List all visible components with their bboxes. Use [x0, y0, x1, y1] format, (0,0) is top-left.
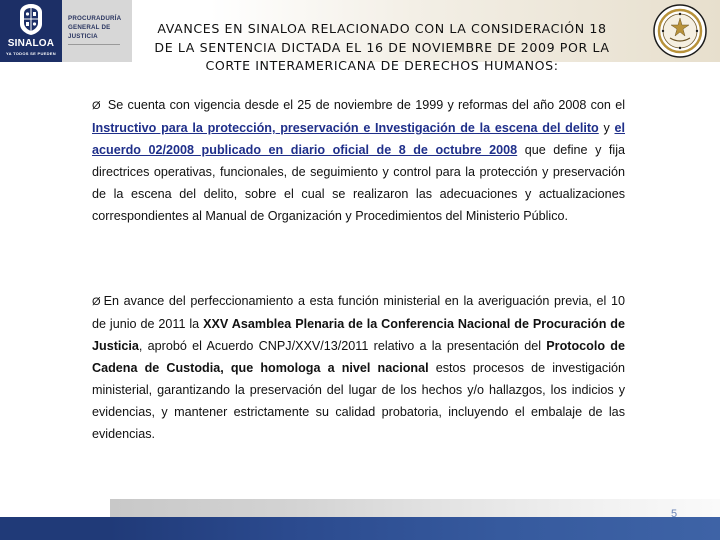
para2-text-1: En avance del perfeccionamiento a esta función ministerial en la averiguación previa, el 10 de junio de 2011 la: [92, 294, 625, 331]
instructivo-link[interactable]: Instructivo para la protección, preservación e Investigación de la escena del delito: [92, 121, 599, 135]
para2-text-3: estos procesos de investigación ministerial, garantizando la preservación del lugar de los hechos y/o hallazgos, los indicios y evidencias, y mantener estrictamente su calidad probatoria, incluyendo el embalaje de las evidencias.: [92, 361, 625, 441]
page-title: [134, 20, 630, 76]
bullet-arrow-icon: Ø: [92, 100, 101, 112]
paragraph-1: [92, 94, 625, 227]
para1-text-2: y: [598, 121, 615, 135]
footer-light-strip: [110, 499, 720, 517]
sinaloa-logo: [0, 0, 62, 62]
paragraph-2: [92, 290, 625, 445]
para1-text-3: que define y fija directrices operativas, funcionales, de seguimiento y control para la protección y preservación de la escena del delito, sobre el cual se realizaron las adecuaciones y actualizaciones correspondientes al Manual de Organización y Procedimientos del Ministerio Público.: [92, 143, 625, 223]
footer-bar: [0, 499, 720, 540]
page-number: 5: [670, 508, 678, 520]
title-line-1: AVANCES EN SINALOA RELACIONADO CON LA CONSIDERACIÓN 18: [157, 21, 607, 36]
institution-divider: [68, 44, 120, 45]
para2-text-2: , aprobó el Acuerdo CNPJ/XXV/13/2011 relativo a la presentación del: [138, 339, 547, 353]
title-line-2: DE LA SENTENCIA DICTADA EL 16 DE NOVIEMBRE DE 2009 POR LA: [154, 39, 610, 55]
institution-line-1: PROCURADURÍA: [68, 15, 122, 22]
institution-line-2: GENERAL DE: [68, 24, 111, 31]
institution-name: [62, 0, 132, 62]
title-line-3: CORTE INTERAMERICANA DE DERECHOS HUMANOS:: [205, 58, 559, 73]
logo-wordmark: SINALOA: [7, 38, 55, 49]
footer-white-strip: [0, 499, 110, 517]
institution-line-3: JUSTICIA: [68, 33, 98, 40]
logo-tagline: YA TODOS SE PUEDEN: [6, 51, 56, 56]
footer-dark-block: [0, 517, 110, 540]
para1-text-1: Se cuenta con vigencia desde el 25 de noviembre de 1999 y reformas del año 2008 con el: [107, 98, 626, 112]
para2-bold-1: XXV Asamblea Plenaria de la Conferencia Nacional de Procuración de Justicia: [92, 317, 625, 353]
para2-bold-2: Protocolo de Cadena de Custodia, que homologa a nivel nacional: [92, 339, 625, 375]
bullet-arrow-icon: Ø: [92, 296, 101, 308]
seal-icon: [652, 3, 708, 59]
coat-of-arms-icon: [0, 0, 62, 38]
acuerdo-link[interactable]: el acuerdo 02/2008 publicado en diario oficial de 8 de octubre 2008: [92, 121, 625, 157]
